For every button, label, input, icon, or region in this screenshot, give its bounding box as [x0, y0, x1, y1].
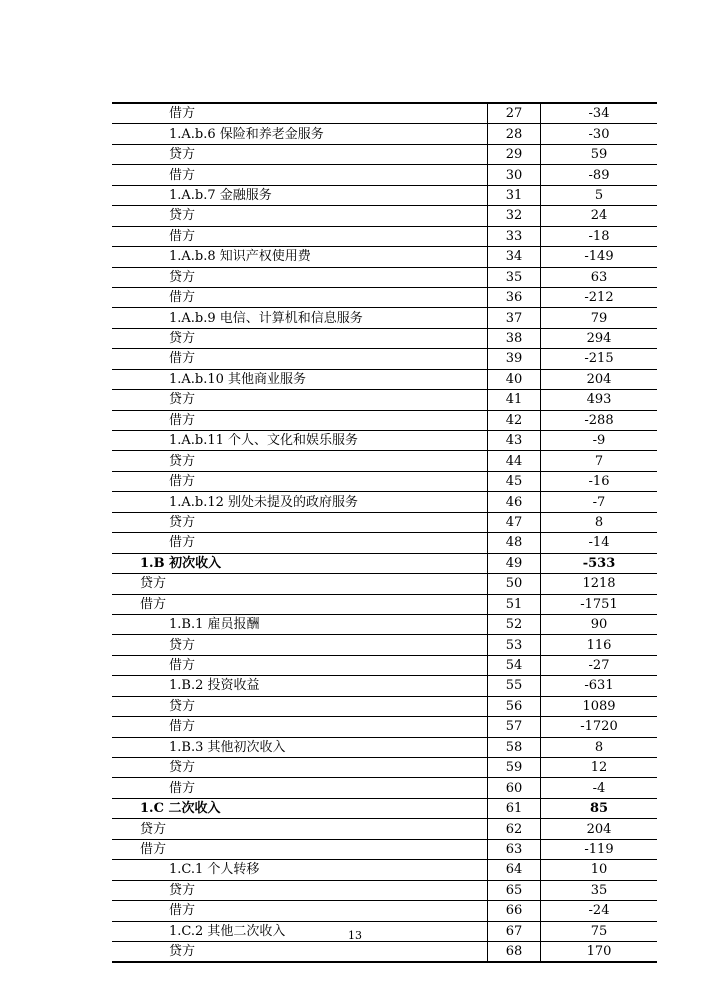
- row-value: 1218: [541, 574, 658, 594]
- table-row: [112, 839, 657, 859]
- table-row: [112, 614, 657, 634]
- row-label: 借方: [112, 655, 488, 675]
- table-row: [112, 349, 657, 369]
- row-label: 贷方: [112, 635, 488, 655]
- table-row: [112, 798, 657, 818]
- row-number: 62: [488, 819, 541, 839]
- row-label: 贷方: [112, 512, 488, 532]
- row-value: -24: [541, 901, 658, 921]
- row-number: 45: [488, 471, 541, 491]
- row-number: 67: [488, 921, 541, 941]
- row-label: 贷方: [112, 390, 488, 410]
- table-row: [112, 880, 657, 900]
- row-value: -30: [541, 124, 658, 144]
- row-number: 38: [488, 328, 541, 348]
- row-number: 47: [488, 512, 541, 532]
- row-value: 63: [541, 267, 658, 287]
- row-value: -27: [541, 655, 658, 675]
- table-row: [112, 778, 657, 798]
- row-number: 51: [488, 594, 541, 614]
- row-value: -34: [541, 103, 658, 124]
- row-value: 294: [541, 328, 658, 348]
- table-row: [112, 226, 657, 246]
- row-number: 32: [488, 206, 541, 226]
- row-label: 1.A.b.7 金融服务: [112, 185, 488, 205]
- row-value: 8: [541, 737, 658, 757]
- table-row: [112, 308, 657, 328]
- table-row: [112, 901, 657, 921]
- row-label: 借方: [112, 349, 488, 369]
- table-row: [112, 410, 657, 430]
- row-label: 贷方: [112, 880, 488, 900]
- row-value: 79: [541, 308, 658, 328]
- row-label: 1.A.b.9 电信、计算机和信息服务: [112, 308, 488, 328]
- row-value: -9: [541, 431, 658, 451]
- row-label: 1.B 初次收入: [112, 553, 488, 573]
- row-label: 1.A.b.8 知识产权使用费: [112, 247, 488, 267]
- table-row: [112, 512, 657, 532]
- row-label: 贷方: [112, 941, 488, 962]
- row-number: 66: [488, 901, 541, 921]
- row-value: -4: [541, 778, 658, 798]
- row-value: -288: [541, 410, 658, 430]
- row-number: 27: [488, 103, 541, 124]
- table-row: [112, 144, 657, 164]
- row-number: 37: [488, 308, 541, 328]
- row-label: 借方: [112, 778, 488, 798]
- row-number: 56: [488, 696, 541, 716]
- row-value: -149: [541, 247, 658, 267]
- row-label: 贷方: [112, 696, 488, 716]
- row-value: -119: [541, 839, 658, 859]
- row-number: 31: [488, 185, 541, 205]
- row-number: 64: [488, 860, 541, 880]
- table-row: [112, 328, 657, 348]
- row-number: 35: [488, 267, 541, 287]
- row-value: 170: [541, 941, 658, 962]
- row-value: -212: [541, 287, 658, 307]
- table-row: [112, 594, 657, 614]
- row-label: 借方: [112, 717, 488, 737]
- row-number: 29: [488, 144, 541, 164]
- table-row: [112, 860, 657, 880]
- table-row: [112, 492, 657, 512]
- row-label: 借方: [112, 165, 488, 185]
- row-value: -14: [541, 533, 658, 553]
- row-label: 1.B.1 雇员报酬: [112, 614, 488, 634]
- row-value: 85: [541, 798, 658, 818]
- row-label: 1.A.b.11 个人、文化和娱乐服务: [112, 431, 488, 451]
- row-label: 借方: [112, 839, 488, 859]
- row-label: 1.C 二次收入: [112, 798, 488, 818]
- row-label: 1.A.b.10 其他商业服务: [112, 369, 488, 389]
- row-value: 75: [541, 921, 658, 941]
- row-label: 贷方: [112, 574, 488, 594]
- row-value: -215: [541, 349, 658, 369]
- table-row: [112, 390, 657, 410]
- row-number: 68: [488, 941, 541, 962]
- table-row: [112, 655, 657, 675]
- table-row: [112, 533, 657, 553]
- row-value: 1089: [541, 696, 658, 716]
- row-value: 59: [541, 144, 658, 164]
- table-row: [112, 267, 657, 287]
- row-value: 12: [541, 758, 658, 778]
- balance-of-payments-table: [112, 102, 657, 963]
- row-label: 借方: [112, 226, 488, 246]
- row-label: 贷方: [112, 451, 488, 471]
- row-label: 借方: [112, 410, 488, 430]
- row-number: 43: [488, 431, 541, 451]
- row-number: 48: [488, 533, 541, 553]
- table-row: [112, 165, 657, 185]
- row-value: -1751: [541, 594, 658, 614]
- row-number: 40: [488, 369, 541, 389]
- row-label: 1.A.b.12 别处未提及的政府服务: [112, 492, 488, 512]
- row-number: 44: [488, 451, 541, 471]
- row-number: 61: [488, 798, 541, 818]
- row-number: 52: [488, 614, 541, 634]
- row-value: 90: [541, 614, 658, 634]
- table-row: [112, 737, 657, 757]
- row-number: 53: [488, 635, 541, 655]
- row-label: 借方: [112, 594, 488, 614]
- row-label: 1.B.2 投资收益: [112, 676, 488, 696]
- row-number: 50: [488, 574, 541, 594]
- row-value: -7: [541, 492, 658, 512]
- table-row: [112, 185, 657, 205]
- row-label: 1.A.b.6 保险和养老金服务: [112, 124, 488, 144]
- row-label: 借方: [112, 471, 488, 491]
- row-number: 55: [488, 676, 541, 696]
- row-number: 46: [488, 492, 541, 512]
- row-value: -1720: [541, 717, 658, 737]
- row-value: 116: [541, 635, 658, 655]
- row-label: 贷方: [112, 144, 488, 164]
- table-row: [112, 758, 657, 778]
- row-value: 5: [541, 185, 658, 205]
- row-value: 10: [541, 860, 658, 880]
- row-label: 借方: [112, 533, 488, 553]
- table-row: [112, 696, 657, 716]
- table-row: [112, 369, 657, 389]
- row-value: 8: [541, 512, 658, 532]
- table-body: [112, 103, 657, 962]
- table-row: [112, 553, 657, 573]
- row-value: -533: [541, 553, 658, 573]
- table-row: [112, 819, 657, 839]
- row-value: 24: [541, 206, 658, 226]
- row-label: 贷方: [112, 758, 488, 778]
- row-label: 贷方: [112, 206, 488, 226]
- table-row: [112, 206, 657, 226]
- row-value: 204: [541, 819, 658, 839]
- row-number: 39: [488, 349, 541, 369]
- row-value: 204: [541, 369, 658, 389]
- row-number: 28: [488, 124, 541, 144]
- row-value: -16: [541, 471, 658, 491]
- row-label: 贷方: [112, 267, 488, 287]
- row-value: -631: [541, 676, 658, 696]
- row-number: 36: [488, 287, 541, 307]
- row-number: 34: [488, 247, 541, 267]
- table-row: [112, 471, 657, 491]
- row-number: 33: [488, 226, 541, 246]
- row-label: 借方: [112, 287, 488, 307]
- table-row: [112, 247, 657, 267]
- row-label: 借方: [112, 103, 488, 124]
- row-value: -18: [541, 226, 658, 246]
- row-label: 1.C.2 其他二次收入: [112, 921, 488, 941]
- row-value: 493: [541, 390, 658, 410]
- row-value: -89: [541, 165, 658, 185]
- table-row: [112, 431, 657, 451]
- row-number: 60: [488, 778, 541, 798]
- row-number: 42: [488, 410, 541, 430]
- row-number: 30: [488, 165, 541, 185]
- table-row: [112, 124, 657, 144]
- row-number: 63: [488, 839, 541, 859]
- row-label: 贷方: [112, 819, 488, 839]
- row-number: 58: [488, 737, 541, 757]
- row-number: 49: [488, 553, 541, 573]
- row-number: 65: [488, 880, 541, 900]
- row-number: 57: [488, 717, 541, 737]
- row-label: 1.B.3 其他初次收入: [112, 737, 488, 757]
- table-row: [112, 287, 657, 307]
- table-row: [112, 451, 657, 471]
- table-row: [112, 635, 657, 655]
- row-value: 35: [541, 880, 658, 900]
- row-label: 借方: [112, 901, 488, 921]
- table-row: [112, 574, 657, 594]
- table-row: [112, 717, 657, 737]
- row-number: 54: [488, 655, 541, 675]
- table-row: [112, 103, 657, 124]
- table-row: [112, 941, 657, 962]
- table-row: [112, 676, 657, 696]
- row-label: 1.C.1 个人转移: [112, 860, 488, 880]
- row-number: 59: [488, 758, 541, 778]
- row-label: 贷方: [112, 328, 488, 348]
- row-value: 7: [541, 451, 658, 471]
- row-number: 41: [488, 390, 541, 410]
- page-number: 13: [348, 929, 362, 942]
